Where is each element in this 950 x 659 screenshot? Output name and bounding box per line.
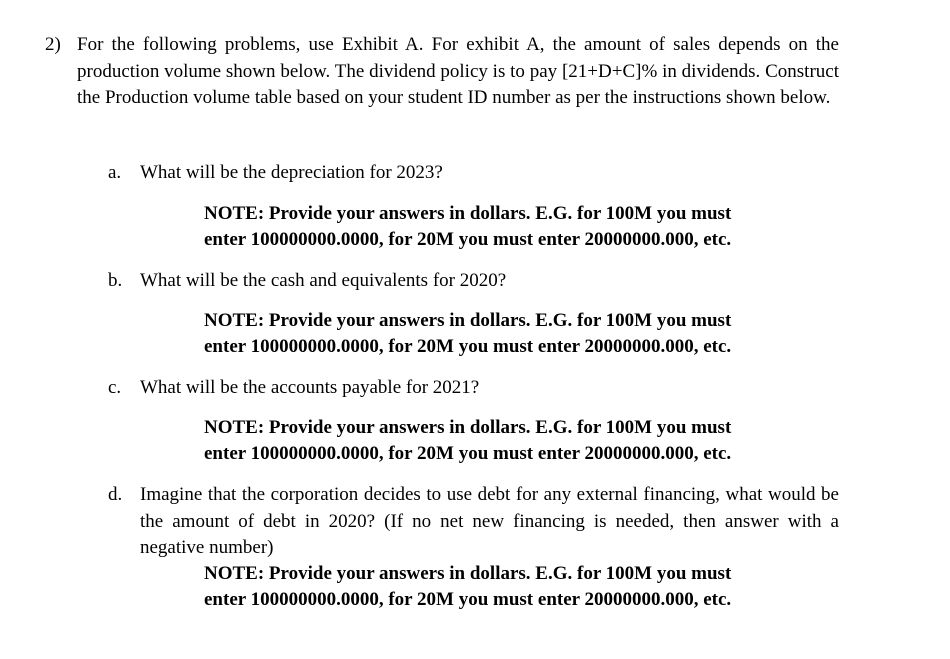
part-d-question: Imagine that the corporation decides to use debt for any external financing, what would be the amount of debt in 2020? (If no net new financing is needed, then answer with a negative number) <box>140 484 839 558</box>
part-b <box>108 268 839 295</box>
part-a-question: What will be the depreciation for 2023? <box>140 162 443 183</box>
part-b-note <box>204 308 804 360</box>
part-c <box>108 375 839 402</box>
part-c-question: What will be the accounts payable for 2021? <box>140 377 480 398</box>
part-b-note-line2: enter 100000000.0000, for 20M you must enter 20000000.000, etc. <box>204 336 732 357</box>
part-b-note-line1: NOTE: Provide your answers in dollars. E.G. for 100M you must <box>204 310 732 331</box>
part-d-note <box>204 561 804 613</box>
part-a <box>108 160 839 187</box>
question-text: For the following problems, use Exhibit A. For exhibit A, the amount of sales depends on the production volume shown below. The dividend policy is to pay [21+D+C]% in dividends. Construct the Production volume table based on your student ID number as per the instructions shown below. <box>77 34 839 108</box>
part-a-note-line1: NOTE: Provide your answers in dollars. E.G. for 100M you must <box>204 203 732 224</box>
part-a-note <box>204 201 804 253</box>
part-b-question: What will be the cash and equivalents for 2020? <box>140 270 507 291</box>
part-c-letter: c. <box>108 377 122 398</box>
part-c-note <box>204 415 804 467</box>
clipped-next-line <box>45 637 50 659</box>
part-c-note-line1: NOTE: Provide your answers in dollars. E.G. for 100M you must <box>204 417 732 438</box>
part-d <box>108 482 839 562</box>
part-a-note-line2: enter 100000000.0000, for 20M you must enter 20000000.000, etc. <box>204 229 732 250</box>
part-c-note-line2: enter 100000000.0000, for 20M you must enter 20000000.000, etc. <box>204 443 732 464</box>
clipped-previous-line <box>320 0 325 8</box>
question-number: 2) <box>45 34 61 55</box>
part-d-note-line2: enter 100000000.0000, for 20M you must enter 20000000.000, etc. <box>204 589 732 610</box>
part-d-letter: d. <box>108 484 123 505</box>
part-a-letter: a. <box>108 162 122 183</box>
part-b-letter: b. <box>108 270 123 291</box>
part-d-note-line1: NOTE: Provide your answers in dollars. E.G. for 100M you must <box>204 563 732 584</box>
